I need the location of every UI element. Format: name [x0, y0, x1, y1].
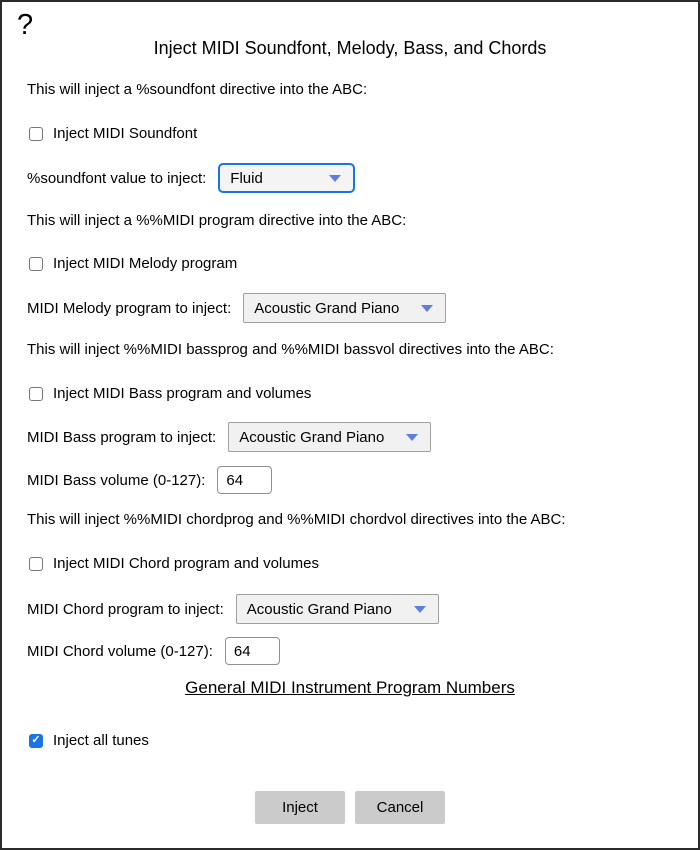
chevron-down-icon	[406, 434, 418, 441]
chord-checkbox-row	[29, 555, 319, 572]
melody-program-select-value: Acoustic Grand Piano	[254, 299, 400, 317]
gm-program-numbers-link[interactable]: General MIDI Instrument Program Numbers	[185, 678, 515, 697]
bass-volume-row	[27, 466, 272, 494]
chevron-down-icon	[414, 606, 426, 613]
inject-all-checkbox-row	[29, 732, 149, 749]
soundfont-checkbox-row	[29, 125, 197, 142]
inject-melody-checkbox[interactable]	[29, 257, 43, 271]
chord-volume-label: MIDI Chord volume (0-127):	[27, 642, 213, 660]
inject-button[interactable]: Inject	[255, 791, 345, 824]
bass-program-select-value: Acoustic Grand Piano	[239, 428, 385, 446]
chord-volume-row	[27, 637, 280, 665]
chord-program-select[interactable]	[236, 594, 439, 624]
chord-volume-input[interactable]	[225, 637, 280, 665]
inject-chord-checkbox-label: Inject MIDI Chord program and volumes	[53, 555, 319, 572]
inject-bass-checkbox[interactable]	[29, 387, 43, 401]
soundfont-select-value: Fluid	[230, 169, 263, 187]
bass-checkbox-row	[29, 385, 311, 402]
soundfont-description: This will inject a %soundfont directive into the ABC:	[27, 81, 368, 98]
chevron-down-icon	[329, 175, 341, 182]
inject-all-tunes-checkbox[interactable]	[29, 734, 43, 748]
inject-soundfont-checkbox-label: Inject MIDI Soundfont	[53, 125, 198, 142]
bass-program-select[interactable]	[228, 422, 431, 452]
gm-link-row	[2, 678, 698, 698]
inject-melody-checkbox-label: Inject MIDI Melody program	[53, 255, 238, 272]
melody-checkbox-row	[29, 255, 237, 272]
bass-volume-label: MIDI Bass volume (0-127):	[27, 471, 206, 489]
inject-soundfont-checkbox[interactable]	[29, 127, 43, 141]
chord-program-select-value: Acoustic Grand Piano	[246, 600, 392, 618]
chord-description: This will inject %%MIDI chordprog and %%MIDI chordvol directives into the ABC:	[27, 511, 566, 528]
soundfont-select[interactable]	[218, 163, 355, 193]
bass-select-row	[27, 422, 431, 452]
chevron-down-icon	[421, 305, 433, 312]
bass-volume-input[interactable]	[217, 466, 272, 494]
melody-program-select[interactable]	[243, 293, 446, 323]
inject-all-tunes-label: Inject all tunes	[53, 732, 149, 749]
melody-description: This will inject a %%MIDI program directive into the ABC:	[27, 212, 407, 229]
checkmark-icon: ✓	[31, 734, 41, 746]
bass-description: This will inject %%MIDI bassprog and %%MIDI bassvol directives into the ABC:	[27, 341, 554, 358]
chord-select-label: MIDI Chord program to inject:	[27, 600, 224, 618]
chord-select-row	[27, 594, 439, 624]
melody-select-row	[27, 293, 446, 323]
dialog-buttons-row	[2, 791, 698, 824]
soundfont-select-row	[27, 163, 355, 193]
dialog-title: Inject MIDI Soundfont, Melody, Bass, and Chords	[153, 38, 547, 58]
inject-chord-checkbox[interactable]	[29, 557, 43, 571]
cancel-button[interactable]: Cancel	[355, 791, 445, 824]
soundfont-select-label: %soundfont value to inject:	[27, 169, 207, 187]
inject-bass-checkbox-label: Inject MIDI Bass program and volumes	[53, 385, 312, 402]
question-mark-icon: ?	[17, 9, 34, 41]
bass-select-label: MIDI Bass program to inject:	[27, 428, 217, 446]
melody-select-label: MIDI Melody program to inject:	[27, 299, 232, 317]
